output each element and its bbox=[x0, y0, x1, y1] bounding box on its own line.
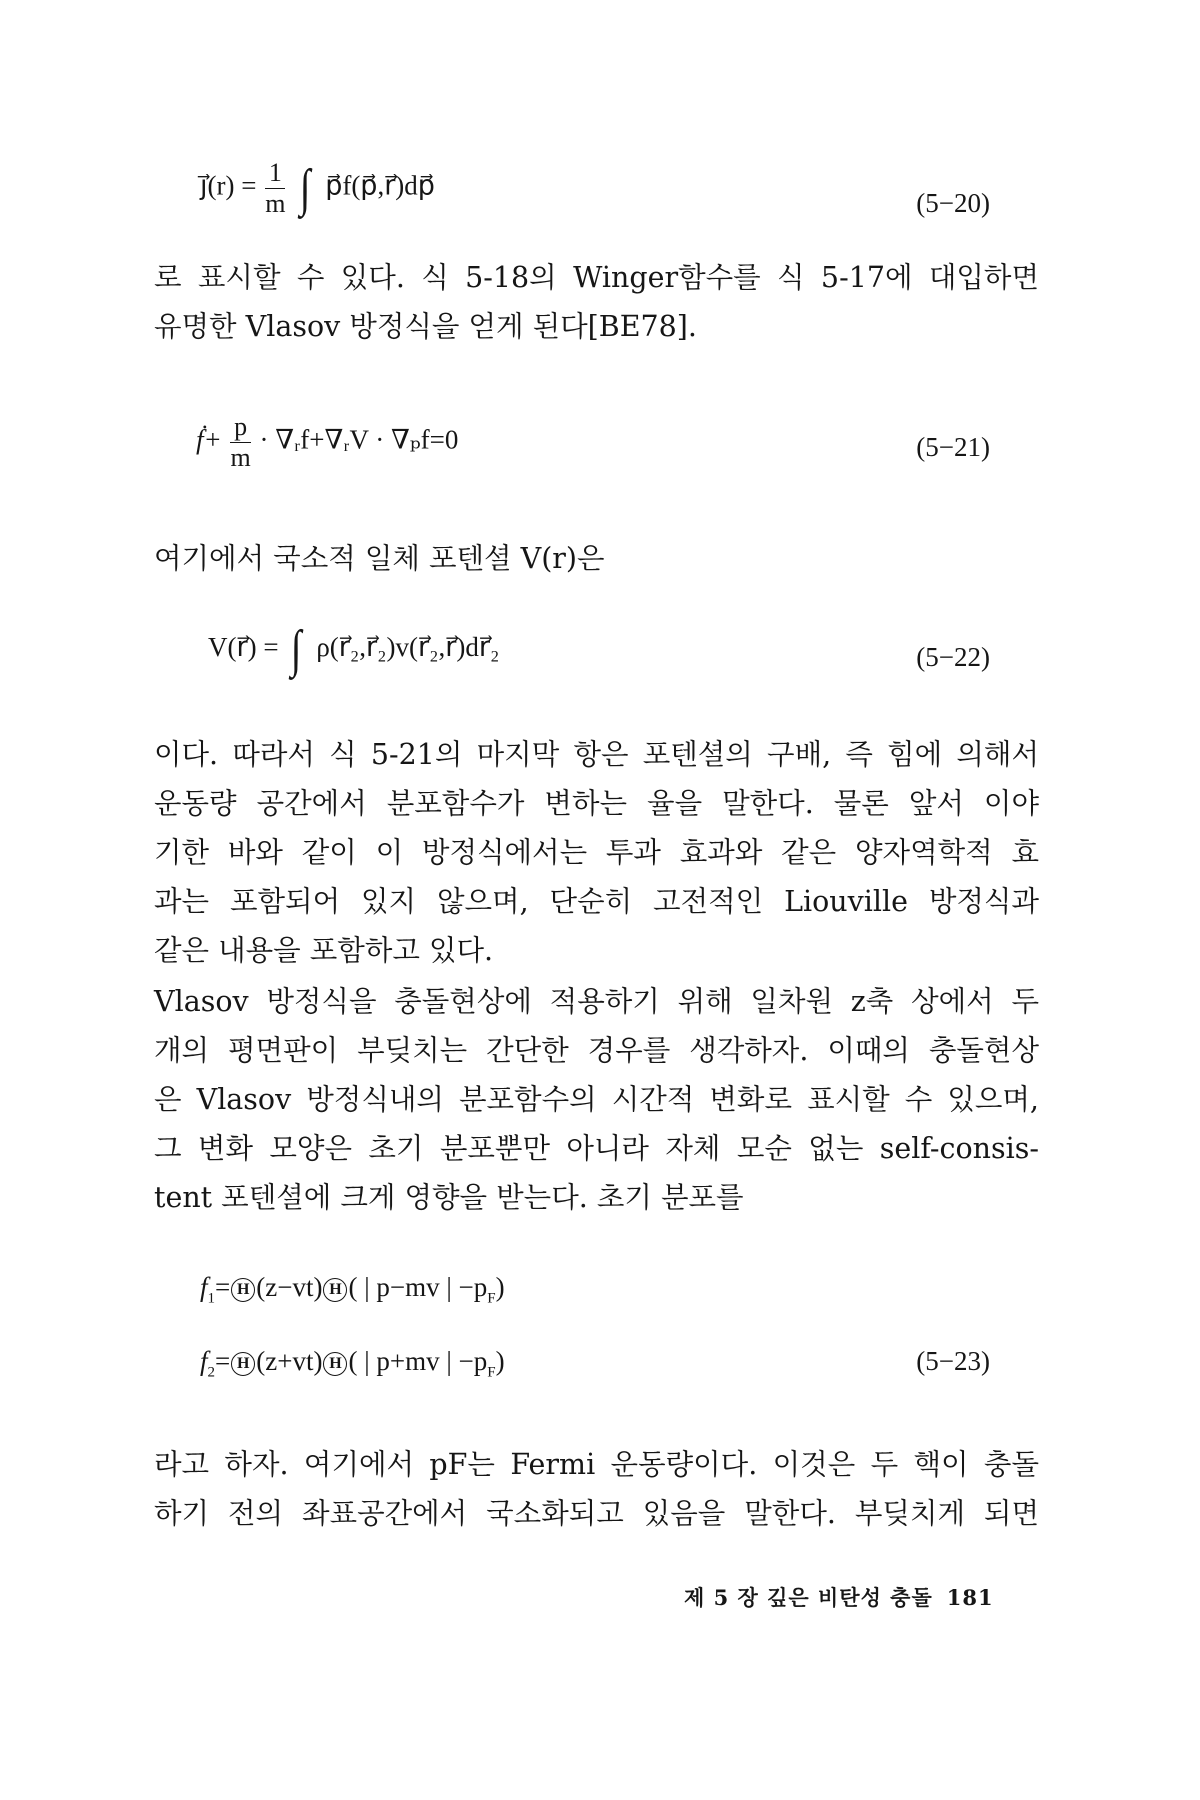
paragraph bbox=[154, 730, 1039, 975]
heaviside-symbol: H bbox=[323, 1352, 347, 1376]
paragraph bbox=[154, 534, 1039, 583]
text-line: 은 Vlasov 방정식내의 분포함수의 시간적 변화로 표시할 수 있으며, bbox=[154, 1083, 1039, 1116]
paragraph bbox=[154, 977, 1039, 1222]
equation-5-20 bbox=[200, 158, 435, 219]
equation-5-21 bbox=[196, 412, 458, 473]
text-line: 로 표시할 수 있다. 식 5-18의 Winger함수를 식 5-17에 대입하면 bbox=[154, 261, 1039, 294]
paragraph bbox=[154, 1440, 1039, 1538]
heaviside-symbol: H bbox=[323, 1278, 347, 1302]
eq-lhs: V(r⃗) = bbox=[208, 632, 279, 663]
eq-integrand: p⃗f(p⃗,r⃗)dp⃗ bbox=[325, 170, 435, 201]
integral-sign: ∫ bbox=[291, 621, 302, 678]
text-line: 하기 전의 좌표공간에서 국소화되고 있음을 말한다. 부딪치게 되면 bbox=[154, 1497, 1039, 1530]
text-line: 기한 바와 같이 이 방정식에서는 투과 효과와 같은 양자역학적 효 bbox=[154, 836, 1039, 869]
equation-5-23-line-1: $f_1= H$ (z−vt) H ( | p−mv | $-p_F$) bbox=[200, 1272, 505, 1307]
page-number: 181 bbox=[946, 1585, 994, 1610]
fraction: $\frac{p}{m}$ bbox=[230, 412, 251, 472]
equation-5-22 bbox=[208, 621, 500, 678]
eq-integrand: ρ(r⃗₂,r⃗₂)v(r⃗₂,r⃗)dr⃗₂ bbox=[316, 632, 500, 663]
fraction: $\frac{1}{m}$ bbox=[265, 158, 286, 218]
equation-number: (5−22) bbox=[916, 642, 990, 672]
text-line: 여기에서 국소적 일체 포텐셜 V(r)은 bbox=[154, 542, 605, 575]
text-line: 이다. 따라서 식 5-21의 마지막 항은 포텐셜의 구배, 즉 힘에 의해서 bbox=[154, 738, 1039, 771]
eq-rest: · ∇ᵣf+∇ᵣV · ∇ₚf=0 bbox=[259, 424, 459, 455]
text-line: tent 포텐셜에 크게 영향을 받는다. 초기 분포를 bbox=[154, 1181, 744, 1214]
heaviside-symbol: H bbox=[231, 1278, 255, 1302]
page-footer bbox=[684, 1582, 994, 1612]
text-line: 개의 평면판이 부딪치는 간단한 경우를 생각하자. 이때의 충돌현상 bbox=[154, 1034, 1039, 1067]
equation-5-23-line-2: $f_2= H$ (z+vt) H ( | p+mv | $-p_F$) bbox=[200, 1346, 505, 1381]
paragraph bbox=[154, 253, 1039, 351]
eq-f: ḟ+ bbox=[196, 424, 222, 455]
equation-number: (5−21) bbox=[916, 432, 990, 462]
integral-sign: ∫ bbox=[299, 159, 311, 217]
text-line: Vlasov 방정식을 충돌현상에 적용하기 위해 일차원 z축 상에서 두 bbox=[154, 985, 1039, 1018]
text-line: 운동량 공간에서 분포함수가 변하는 율을 말한다. 물론 앞서 이야 bbox=[154, 787, 1039, 820]
text-line: 그 변화 모양은 초기 분포뿐만 아니라 자체 모순 없는 self-consis- bbox=[154, 1132, 1039, 1165]
text-line: 라고 하자. 여기에서 pF는 Fermi 운동량이다. 이것은 두 핵이 충돌 bbox=[154, 1448, 1039, 1481]
eq-lhs: j⃗(r) = bbox=[200, 170, 257, 201]
equation-number: (5−20) bbox=[916, 188, 990, 218]
equation-number: (5−23) bbox=[916, 1346, 990, 1376]
text-line: 유명한 Vlasov 방정식을 얻게 된다[BE78]. bbox=[154, 310, 697, 343]
chapter-title: 제 5 장 깊은 비탄성 충돌 bbox=[684, 1585, 933, 1610]
text-line: 같은 내용을 포함하고 있다. bbox=[154, 934, 494, 967]
heaviside-symbol: H bbox=[231, 1352, 255, 1376]
text-line: 과는 포함되어 있지 않으며, 단순히 고전적인 Liouville 방정식과 bbox=[154, 885, 1039, 918]
